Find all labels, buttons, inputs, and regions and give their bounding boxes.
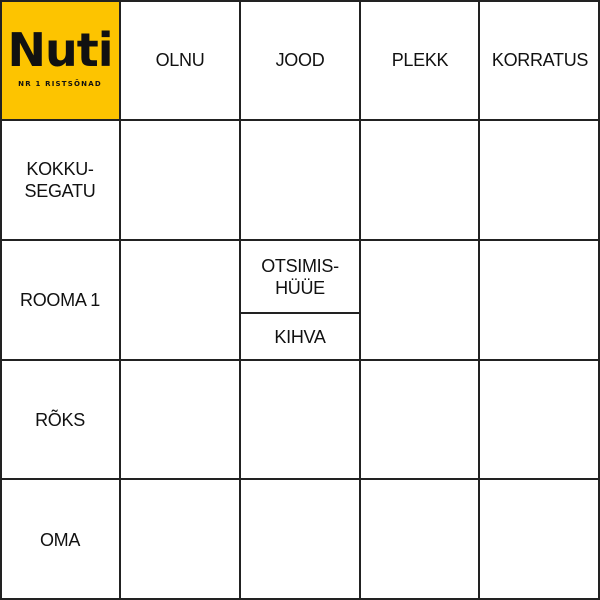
answer-cell[interactable] — [360, 120, 480, 240]
clue-cell-col-4[interactable]: KORRATUS — [491, 50, 589, 70]
answer-cell[interactable] — [240, 480, 360, 600]
logo-tagline: NR 1 RISTSÕNAD — [18, 80, 102, 88]
clue-cell-col-3[interactable]: PLEKK — [391, 50, 449, 70]
clue-cell-col-2[interactable]: JOOD — [275, 50, 325, 70]
answer-cell[interactable] — [360, 240, 480, 360]
grid-line — [478, 0, 480, 600]
brand-logo — [0, 0, 120, 120]
grid-line — [0, 239, 600, 241]
grid-line — [0, 359, 600, 361]
clue-cell-row-3[interactable]: RÕKS — [35, 410, 85, 430]
clue-cell-row-1[interactable]: KOKKU- SEGATU — [24, 159, 96, 201]
answer-cell[interactable] — [120, 240, 240, 360]
grid-line — [239, 0, 241, 600]
answer-cell[interactable] — [480, 240, 600, 360]
answer-cell[interactable] — [480, 360, 600, 480]
clue-cell-col-1[interactable]: OLNU — [155, 50, 205, 70]
answer-cell[interactable] — [360, 360, 480, 480]
clue-cell-row-2[interactable]: ROOMA 1 — [20, 290, 100, 310]
answer-cell[interactable] — [480, 120, 600, 240]
grid-line — [0, 119, 600, 121]
answer-cell[interactable] — [360, 480, 480, 600]
grid-line — [0, 0, 2, 600]
grid-line — [598, 0, 600, 600]
clue-cell-row-4[interactable]: OMA — [39, 530, 81, 550]
answer-cell[interactable] — [120, 480, 240, 600]
answer-cell[interactable] — [120, 360, 240, 480]
split-clue-bottom[interactable]: KIHVA — [274, 326, 326, 347]
grid-line — [119, 0, 121, 600]
grid-line — [0, 478, 600, 480]
answer-cell[interactable] — [240, 120, 360, 240]
grid-line — [0, 598, 600, 600]
answer-cell[interactable] — [480, 480, 600, 600]
answer-cell[interactable] — [120, 120, 240, 240]
grid-line — [359, 0, 361, 600]
logo-wordmark: Nuti — [7, 23, 113, 77]
split-clue-top[interactable]: OTSIMIS- HÜÜE — [261, 255, 339, 298]
grid-line — [0, 0, 600, 2]
answer-cell[interactable] — [240, 360, 360, 480]
